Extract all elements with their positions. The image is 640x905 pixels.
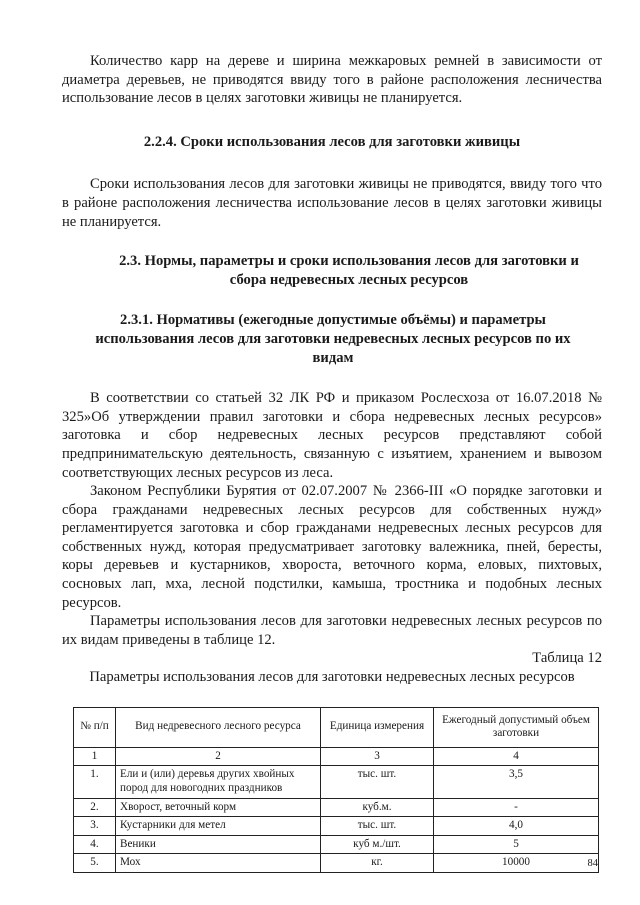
column-number: 4 — [434, 747, 599, 766]
parameters-table — [73, 707, 599, 873]
paragraph-table-ref: Параметры использования лесов для заготовки недревесных лесных ресурсов по их видам приведены в таблице 12. — [62, 613, 602, 648]
paragraph-resin-terms: Сроки использования лесов для заготовки живицы не приводятся, ввиду того что в районе расположения лесничества использование лесов в целях заготовки живицы не планируется. — [62, 176, 602, 230]
cell-number: 4. — [74, 835, 116, 854]
column-number: 2 — [116, 747, 321, 766]
header-annual-volume: Ежегодный допустимый объем заготовки — [434, 707, 599, 747]
cell-volume: 5 — [434, 835, 599, 854]
cell-resource: Веники — [116, 835, 321, 854]
table-header-row — [74, 707, 599, 747]
cell-number: 1. — [74, 766, 116, 798]
table-row — [74, 835, 599, 854]
column-number: 1 — [74, 747, 116, 766]
cell-volume: - — [434, 798, 599, 817]
page-number: 84 — [587, 858, 598, 869]
cell-unit: куб м./шт. — [321, 835, 434, 854]
table-row — [74, 766, 599, 798]
header-resource-type: Вид недревесного лесного ресурса — [116, 707, 321, 747]
cell-unit: тыс. шт. — [321, 817, 434, 836]
table-row — [74, 798, 599, 817]
cell-resource: Кустарники для метел — [116, 817, 321, 836]
table-caption: Параметры использования лесов для заготовки недревесных лесных ресурсов — [89, 669, 575, 686]
column-numbering-row — [74, 747, 599, 766]
cell-unit: куб.м. — [321, 798, 434, 817]
table-row — [74, 817, 599, 836]
cell-unit: тыс. шт. — [321, 766, 434, 798]
cell-volume: 3,5 — [434, 766, 599, 798]
paragraph-resin-carr: Количество карр на дереве и ширина межкаровых ремней в зависимости от диаметра деревьев, не приводятся ввиду того в районе расположения лесничества использование лесов в целях заготовки живицы не планируется. — [62, 53, 602, 107]
cell-unit: кг. — [321, 854, 434, 873]
document-page — [62, 52, 602, 873]
paragraph-lk-rf: В соответствии со статьей 32 ЛК РФ и приказом Рослесхоза от 16.07.2018 № 325»Об утверждении правил заготовки и сбора недревесных лесных ресурсов» заготовка и сбор недревесных лесных ресурсов представляют собой предпринимательскую деятельность, связанную с изъятием, хранением и вывозом соответствующих лесных ресурсов из леса. — [62, 390, 602, 481]
table-row — [74, 854, 599, 873]
cell-number: 3. — [74, 817, 116, 836]
header-number: № п/п — [74, 707, 116, 747]
heading-2-2-4: 2.2.4. Сроки использования лесов для заготовки живицы — [143, 133, 521, 150]
cell-number: 2. — [74, 798, 116, 817]
cell-volume: 4,0 — [434, 817, 599, 836]
table-label: Таблица 12 — [532, 650, 602, 667]
cell-resource: Мох — [116, 854, 321, 873]
cell-resource: Ели и (или) деревья других хвойных пород для новогодних праздников — [116, 766, 321, 798]
cell-number: 5. — [74, 854, 116, 873]
paragraph-buryatia-law: Законом Республики Бурятия от 02.07.2007 № 2366-III «О порядке заготовки и сбора гражданами недревесных лесных ресурсов для собственных нужд» регламентируется заготовка и сбор гражданами недревесных лесных ресурсов для собственных нужд, которая предусматривает заготовку валежника, пней, бересты, коры деревьев и кустарников, хвороста, веточного корма, еловых, пихтовых, сосновых лап, мха, лесной подстилки, камыша, тростника и подобных лесных ресурсов. — [62, 483, 602, 611]
header-unit: Единица измерения — [321, 707, 434, 747]
heading-2-3-1: 2.3.1. Нормативы (ежегодные допустимые объёмы) и параметры использования лесов для заготовки недревесных лесных ресурсов по их видам — [95, 312, 571, 366]
column-number: 3 — [321, 747, 434, 766]
cell-resource: Хворост, веточный корм — [116, 798, 321, 817]
heading-2-3: 2.3. Нормы, параметры и сроки использования лесов для заготовки и сбора недревесных лесных ресурсов — [119, 253, 579, 288]
cell-volume: 10000 — [434, 854, 599, 873]
